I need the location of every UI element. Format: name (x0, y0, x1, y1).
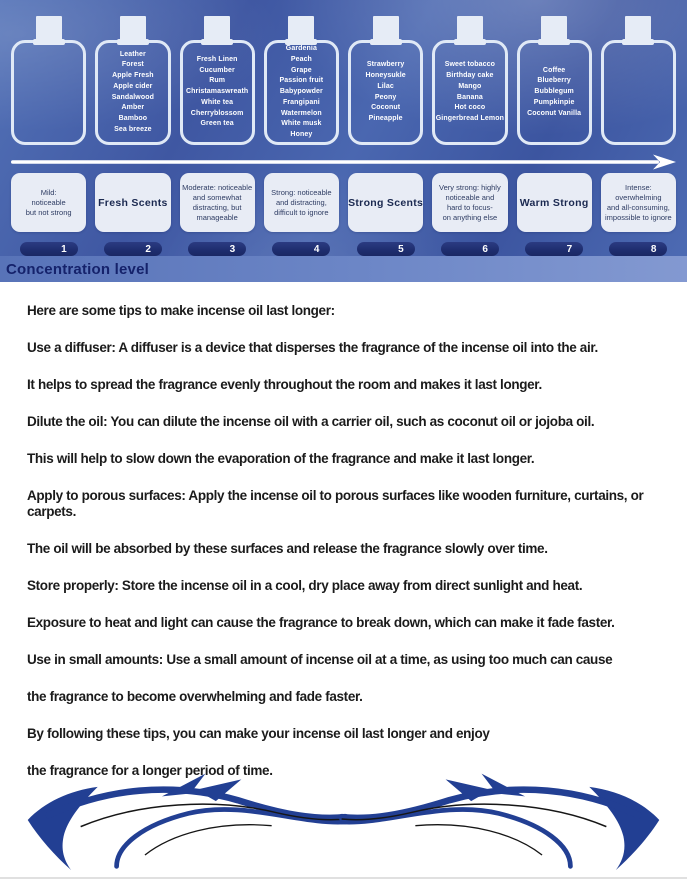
bottle-cap-icon (541, 16, 567, 45)
scent-label: Strawberry (366, 61, 405, 69)
incense-bottle-5 (348, 0, 423, 145)
scent-label: Banana (456, 93, 483, 101)
concentration-level-boxes (0, 173, 687, 232)
level-text: Fresh Scents (98, 196, 168, 209)
scent-label: Apple cider (113, 82, 153, 90)
tribal-flourish-icon (6, 768, 681, 872)
scent-label: Watermelon (280, 109, 322, 117)
scent-label: Pumpkinpie (533, 98, 575, 106)
scent-label: Gingerbread Lemon (435, 114, 504, 122)
scent-label: White tea (201, 98, 234, 106)
scent-label: Bubblegum (534, 88, 574, 96)
level-text: Moderate: noticeable (182, 182, 253, 192)
tips-section (0, 282, 687, 778)
incense-bottle-6 (432, 0, 507, 145)
pill-slot (11, 242, 86, 256)
scent-label: Rum (209, 77, 226, 85)
bottle-body (432, 40, 507, 145)
incense-bottle-8 (601, 0, 676, 145)
scent-label: Leather (119, 50, 146, 58)
bottle-body (11, 40, 86, 145)
level-box-4 (264, 173, 339, 232)
level-number-6: 6 (441, 242, 499, 256)
level-number-5: 5 (357, 242, 415, 256)
tribal-flourish-graphic (6, 768, 681, 872)
scent-label: Sandalwood (111, 93, 154, 101)
scent-label: Passion fruit (279, 77, 324, 85)
concentration-scale-arrow (11, 154, 676, 170)
pill-slot (601, 242, 676, 256)
scent-label: Babypowder (279, 88, 323, 96)
scent-label: Hot coco (454, 104, 486, 112)
level-number-7: 7 (525, 242, 583, 256)
level-box-3 (180, 173, 255, 232)
pill-slot (432, 242, 507, 256)
level-number-pills (0, 242, 687, 256)
bottle-body (264, 40, 339, 145)
tip-line: The oil will be absorbed by these surfaces and release the fragrance slowly over time. (27, 540, 548, 556)
level-text: hard to focus- (446, 202, 493, 212)
scent-label: Gardenia (285, 45, 317, 53)
scent-label: Cucumber (199, 66, 235, 74)
bottle-cap-icon (120, 16, 146, 45)
scent-label: Grape (291, 66, 312, 74)
scent-label: White musk (281, 120, 322, 128)
bottle-body (348, 40, 423, 145)
level-box-2 (95, 173, 170, 232)
level-box-1 (11, 173, 86, 232)
tip-line: the fragrance for a longer period of time. (27, 762, 273, 778)
bottle-cap-icon (625, 16, 651, 45)
scent-label: Peach (290, 56, 312, 64)
level-text: Intense: (625, 182, 652, 192)
incense-bottle-3 (180, 0, 255, 145)
level-number-2: 2 (104, 242, 162, 256)
level-text: noticeable (31, 197, 66, 207)
level-text: distracting, but (192, 202, 242, 212)
tips-heading: Here are some tips to make incense oil last longer: (27, 303, 335, 318)
level-number-3: 3 (188, 242, 246, 256)
tip-line: Use a diffuser: A diffuser is a device that disperses the fragrance of the incense oil into the air. (27, 340, 598, 355)
level-text: Strong: noticeable (271, 187, 332, 197)
scent-label: Coffee (542, 66, 566, 74)
pill-slot (348, 242, 423, 256)
bottles-row (0, 0, 687, 145)
scent-label: Honey (290, 130, 313, 138)
bottle-cap-icon (373, 16, 399, 45)
level-text: noticeable and (445, 192, 495, 202)
tip-line: Apply to porous surfaces: Apply the incense oil to porous surfaces like wooden furniture, curtains, or carpets. (27, 488, 644, 519)
level-text: Very strong: highly (439, 182, 501, 192)
scent-label: Frangipani (282, 98, 320, 106)
scent-label: Pineapple (368, 114, 403, 122)
level-text: overwhelming (615, 192, 662, 202)
tip-line: This will help to slow down the evaporation of the fragrance and make it last longer. (27, 451, 535, 466)
tip-line: Store properly: Store the incense oil in a cool, dry place away from direct sunlight and heat. (27, 577, 583, 593)
level-text: Strong Scents (348, 196, 424, 209)
scent-label: Mango (458, 82, 482, 90)
pill-slot (517, 242, 592, 256)
pill-slot (95, 242, 170, 256)
pill-slot (180, 242, 255, 256)
bottle-cap-icon (36, 16, 62, 45)
scent-label: Cherryblossom (190, 109, 244, 117)
scent-label: Lilac (377, 82, 394, 90)
level-box-6 (432, 173, 507, 232)
tip-line: the fragrance to become overwhelming and fade faster. (27, 688, 363, 704)
scent-label: Christamaswreath (185, 88, 249, 96)
scent-label: Green tea (200, 120, 234, 128)
level-text: Warm Strong (519, 196, 589, 209)
level-text: manageable (196, 212, 238, 222)
incense-bottle-4 (264, 0, 339, 145)
bottle-body (517, 40, 592, 145)
tip-line: Exposure to heat and light can cause the fragrance to break down, which can make it fade faster. (27, 614, 615, 630)
incense-bottle-7 (517, 0, 592, 145)
level-text: and somewhat (192, 192, 242, 202)
level-text: on anything else (442, 212, 498, 222)
tip-line: Use in small amounts: Use a small amount of incense oil at a time, as using too much can cause (27, 651, 613, 667)
scent-label: Fresh Linen (196, 56, 238, 64)
level-box-8 (601, 173, 676, 232)
level-number-8: 8 (609, 242, 667, 256)
concentration-level-strip (0, 256, 687, 282)
level-number-4: 4 (272, 242, 330, 256)
level-text: impossible to ignore (605, 212, 672, 222)
incense-bottle-2 (95, 0, 170, 145)
bottle-cap-icon (457, 16, 483, 45)
bottle-body (95, 40, 170, 145)
incense-bottle-1 (11, 0, 86, 145)
scent-label: Bamboo (118, 114, 148, 122)
level-text: and all-consuming, (606, 202, 670, 212)
tip-line: Dilute the oil: You can dilute the incense oil with a carrier oil, such as coconut oil or jojoba oil. (27, 414, 595, 429)
scent-label: Forest (121, 61, 144, 69)
arrow-right-icon (11, 154, 676, 170)
bottle-body (601, 40, 676, 145)
scent-label: Blueberry (537, 77, 571, 85)
bottle-cap-icon (204, 16, 230, 45)
level-text: difficult to ignore (274, 207, 329, 217)
scent-label: Coconut (371, 104, 401, 112)
scent-label: Peony (374, 93, 397, 101)
scent-label: Coconut Vanilla (527, 109, 582, 117)
scent-label: Sweet tobacco (444, 61, 496, 69)
level-number-1: 1 (20, 242, 78, 256)
concentration-level-label: Concentration level (6, 260, 149, 278)
scent-label: Birthday cake (446, 72, 494, 80)
scent-label: Honeysukle (365, 72, 406, 80)
level-text: but not strong (25, 207, 72, 217)
level-text: and distracting, (275, 197, 327, 207)
bottle-cap-icon (288, 16, 314, 45)
level-text: Mild: (40, 187, 57, 197)
scent-label: Amber (121, 104, 145, 112)
bottle-body (180, 40, 255, 145)
pill-slot (264, 242, 339, 256)
scent-label: Apple Fresh (112, 72, 154, 80)
tip-line: It helps to spread the fragrance evenly throughout the room and makes it last longer. (27, 377, 542, 392)
level-box-5 (348, 173, 423, 232)
tip-line: By following these tips, you can make your incense oil last longer and enjoy (27, 725, 490, 741)
level-box-7 (517, 173, 592, 232)
scent-concentration-banner (0, 0, 687, 282)
scent-label: Sea breeze (114, 125, 152, 133)
